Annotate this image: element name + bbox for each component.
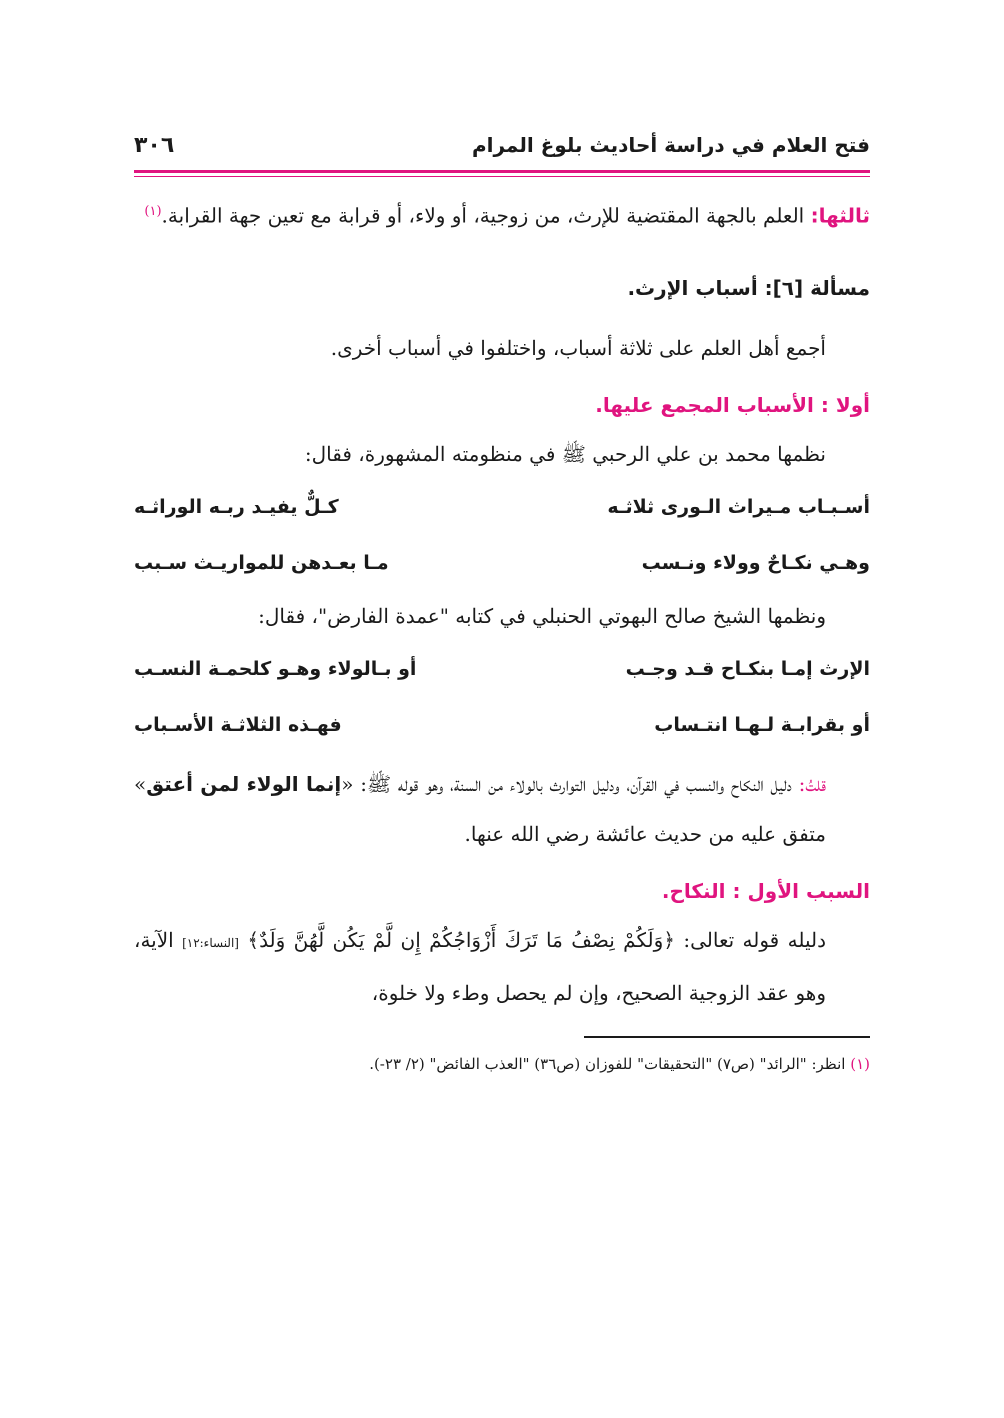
poem-line [134,479,870,535]
paragraph-rahbi: نظمها محمد بن علي الرحبي ﷺ في منظومته المشهورة، فقال: [304,441,826,466]
paragraph-third-condition [134,187,870,241]
poem-buhuti [134,641,870,753]
running-header [134,120,870,170]
section-heading-agreed: أولا : الأسباب المجمع عليها. [595,392,870,417]
footnote-text: انظر: "الرائد" (ص٧) "التحقيقات" للفوزان (ص٣٦) "العذب الفائض" (٢/ ٢٣-). [369,1054,851,1073]
masala-label: مسألة [٦]: [764,275,870,300]
header-title: فتح العلام في دراسة أحاديث بلوغ المرام [471,133,870,157]
verse-close: ﴾ [238,927,260,952]
masala-title: أسباب الإرث. [627,275,765,300]
page-number: ٣٠٦ [134,132,175,158]
masala-heading [134,263,870,313]
marriage-text: الآية، وهو عقد الزوجية الصحيح، وإن لم يحصل وطء ولا خلوة، [134,927,826,1005]
footnote-number: (١) [850,1054,870,1073]
poem-line [134,641,870,697]
marriage-intro: دليله قوله تعالى: ﴿ [663,927,826,952]
footnote-rule [584,1036,870,1038]
paragraph-marriage [134,915,870,1018]
paragraph-evidence [134,759,870,859]
verse-citation: [النساء:١٢] [182,935,239,950]
section-heading-marriage: السبب الأول : النكاح. [661,878,870,903]
third-label: ثالثها: [810,203,870,228]
header-rule-thin [134,176,870,177]
quran-verse: وَلَكُمْ نِصْفُ مَا تَرَكَ أَزْوَاجُكُمْ إِن لَّمْ يَكُن لَّهُنَّ وَلَدٌ [259,927,664,952]
evidence-text-end: » متفق عليه من حديث عائشة رضي الله عنها. [134,771,826,846]
paragraph-consensus: أجمع أهل العلم على ثلاثة أسباب، واختلفوا في أسباب أخرى. [330,335,826,360]
qultu-label: قلتُ: [798,771,826,796]
poem-hemistich: الإرث إمـا بنكـاح قـد وجـب [625,657,870,680]
poem-rahbi [134,479,870,591]
third-text: العلم بالجهة المقتضية للإرث، من زوجية، أو ولاء، أو قرابة مع تعين جهة القرابة. [161,203,811,228]
footnote [134,1050,870,1078]
poem-hemistich: وهـي نكـاحٌ وولاء ونـسب [641,551,870,574]
poem-line [134,535,870,591]
evidence-text: دليل النكاح والنسب في القرآن، ودليل التوارث بالولاء من السنة، وهو قوله ﷺ: « [341,771,799,796]
poem-hemistich: أو بقرابـة لـهـا انتـساب [654,713,870,736]
paragraph-buhuti: ونظمها الشيخ صالح البهوتي الحنبلي في كتابه "عمدة الفارض"، فقال: [258,603,826,628]
hadith-text: إنما الولاء لمن أعتق [146,771,342,796]
page [134,120,870,1078]
poem-hemistich: أسـبـاب مـيراث الـورى ثلاثـه [607,495,870,518]
poem-hemistich: أو بـالولاء وهـو كلحمـة النسـب [134,657,417,680]
poem-hemistich: كـلٌّ يفيـد ربـه الوراثـه [134,495,339,518]
poem-hemistich: فهـذه الثلاثـة الأسـباب [134,713,342,736]
poem-hemistich: مـا بعـدهن للمواريـث سـبب [134,551,389,574]
footnote-ref: (١) [144,204,162,219]
poem-line [134,697,870,753]
